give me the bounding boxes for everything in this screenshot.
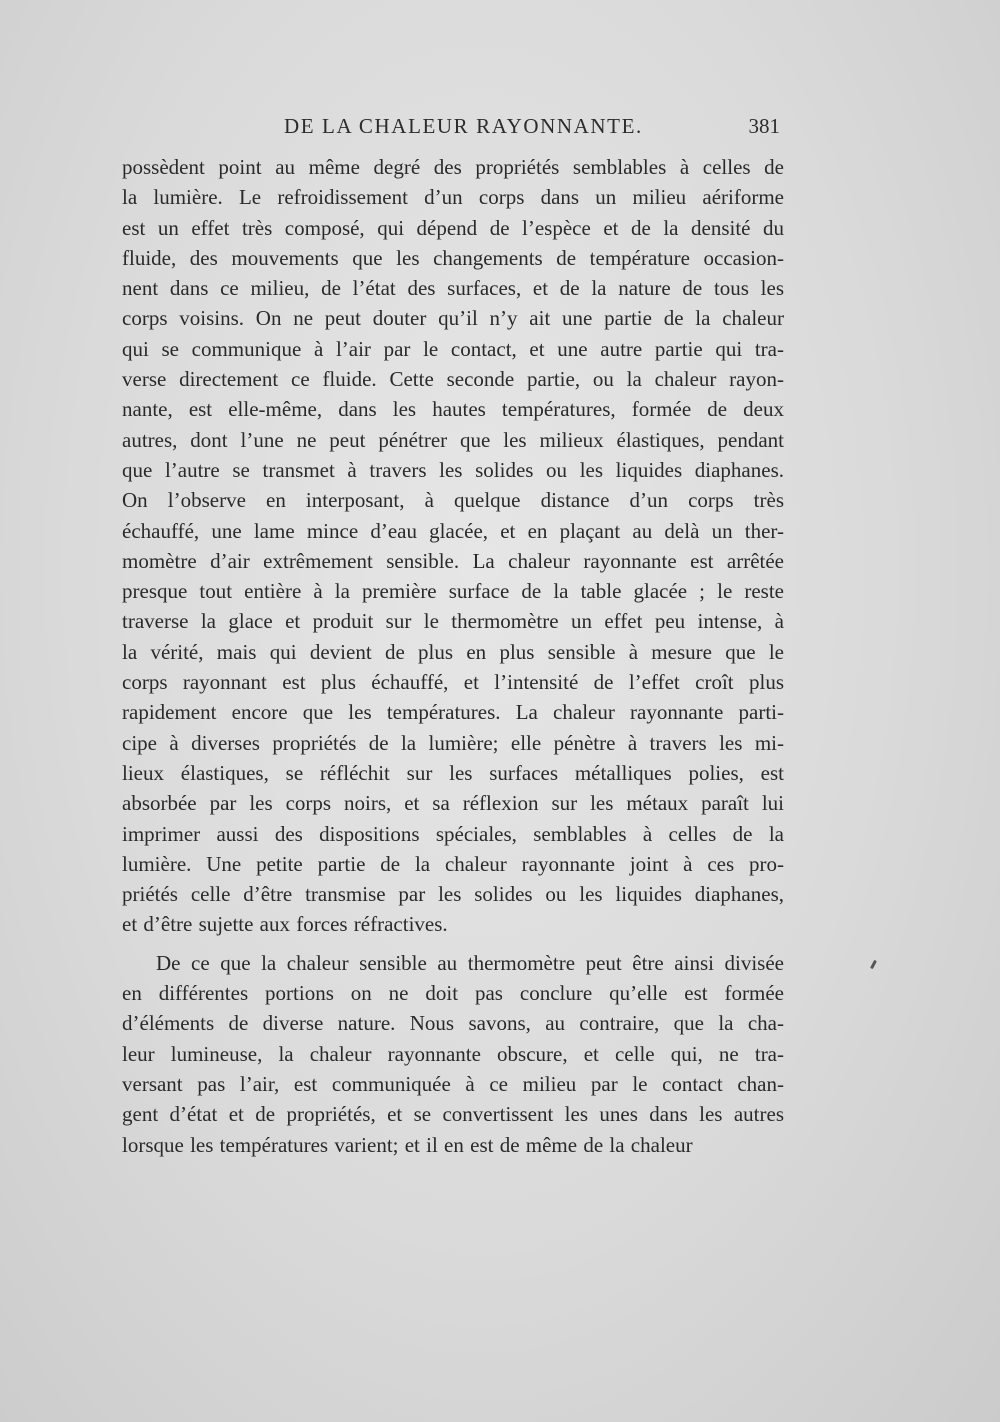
text-line: lieux élastiques, se réfléchit sur les surfaces métalliques polies, est	[122, 760, 784, 785]
text-line: lorsque les températures varient; et il en est de même de la chaleur	[122, 1132, 693, 1157]
paragraph-2	[122, 948, 784, 1160]
text-line: d’éléments de diverse nature. Nous savons, au contraire, que la cha-	[122, 1011, 784, 1036]
text-line: On l’observe en interposant, à quelque distance d’un corps très	[122, 488, 784, 513]
text-line: leur lumineuse, la chaleur rayonnante obscure, et celle qui, ne tra-	[122, 1041, 784, 1066]
text-line: versant pas l’air, est communiquée à ce milieu par le contact chan-	[122, 1071, 784, 1096]
page-number: 381	[748, 114, 780, 138]
text-line: verse directement ce fluide. Cette seconde partie, ou la chaleur rayon-	[122, 367, 784, 392]
text-line: corps voisins. On ne peut douter qu’il n’y ait une partie de la chaleur	[122, 306, 784, 331]
text-line: fluide, des mouvements que les changements de température occasion-	[122, 245, 784, 270]
text-line: imprimer aussi des dispositions spéciales, semblables à celles de la	[122, 821, 784, 846]
text-line: en différentes portions on ne doit pas conclure qu’elle est formée	[122, 981, 784, 1006]
text-line: échauffé, une lame mince d’eau glacée, et en plaçant au delà un ther-	[122, 518, 784, 543]
text-line: et d’être sujette aux forces réfractives.	[122, 912, 448, 937]
text-line: absorbée par les corps noirs, et sa réflexion sur les métaux paraît lui	[122, 791, 784, 816]
text-line: possèdent point au même degré des propriétés semblables à celles de	[122, 155, 784, 179]
text-line: gent d’état et de propriétés, et se convertissent les unes dans les autres	[122, 1102, 784, 1127]
text-line: cipe à diverses propriétés de la lumière; elle pénètre à travers les mi-	[122, 730, 784, 755]
text-line: momètre d’air extrêmement sensible. La chaleur rayonnante est arrêtée	[122, 548, 784, 573]
text-line: qui se communique à l’air par le contact, et une autre partie qui tra-	[122, 336, 784, 361]
text-line: rapidement encore que les températures. La chaleur rayonnante parti-	[122, 700, 784, 725]
text-line: que l’autre se transmet à travers les solides ou les liquides diaphanes.	[122, 457, 784, 482]
text-line: lumière. Une petite partie de la chaleur rayonnante joint à ces pro-	[122, 851, 784, 876]
running-title: DE LA CHALEUR RAYONNANTE.	[284, 114, 643, 138]
text-line: priétés celle d’être transmise par les solides ou les liquides diaphanes,	[122, 882, 784, 907]
text-line: autres, dont l’une ne peut pénétrer que les milieux élastiques, pendant	[122, 427, 784, 452]
text-line: presque tout entière à la première surface de la table glacée ; le reste	[122, 579, 784, 604]
text-line: est un effet très composé, qui dépend de l’espèce et de la densité du	[122, 215, 784, 240]
text-line: corps rayonnant est plus échauffé, et l’intensité de l’effet croît plus	[122, 670, 784, 695]
text-line: nante, est elle-même, dans les hautes températures, formée de deux	[122, 397, 784, 422]
body-text	[122, 152, 784, 1160]
ink-speck	[870, 960, 877, 969]
text-line: De ce que la chaleur sensible au thermomètre peut être ainsi divisée	[156, 950, 784, 975]
text-line: nent dans ce milieu, de l’état des surfaces, et de la nature de tous les	[122, 276, 784, 301]
paragraph-1	[122, 152, 784, 940]
text-line: traverse la glace et produit sur le thermomètre un effet peu intense, à	[122, 609, 784, 634]
page-header	[132, 114, 782, 142]
text-line: la lumière. Le refroidissement d’un corps dans un milieu aériforme	[122, 185, 784, 210]
text-line: la vérité, mais qui devient de plus en plus sensible à mesure que le	[122, 639, 784, 664]
